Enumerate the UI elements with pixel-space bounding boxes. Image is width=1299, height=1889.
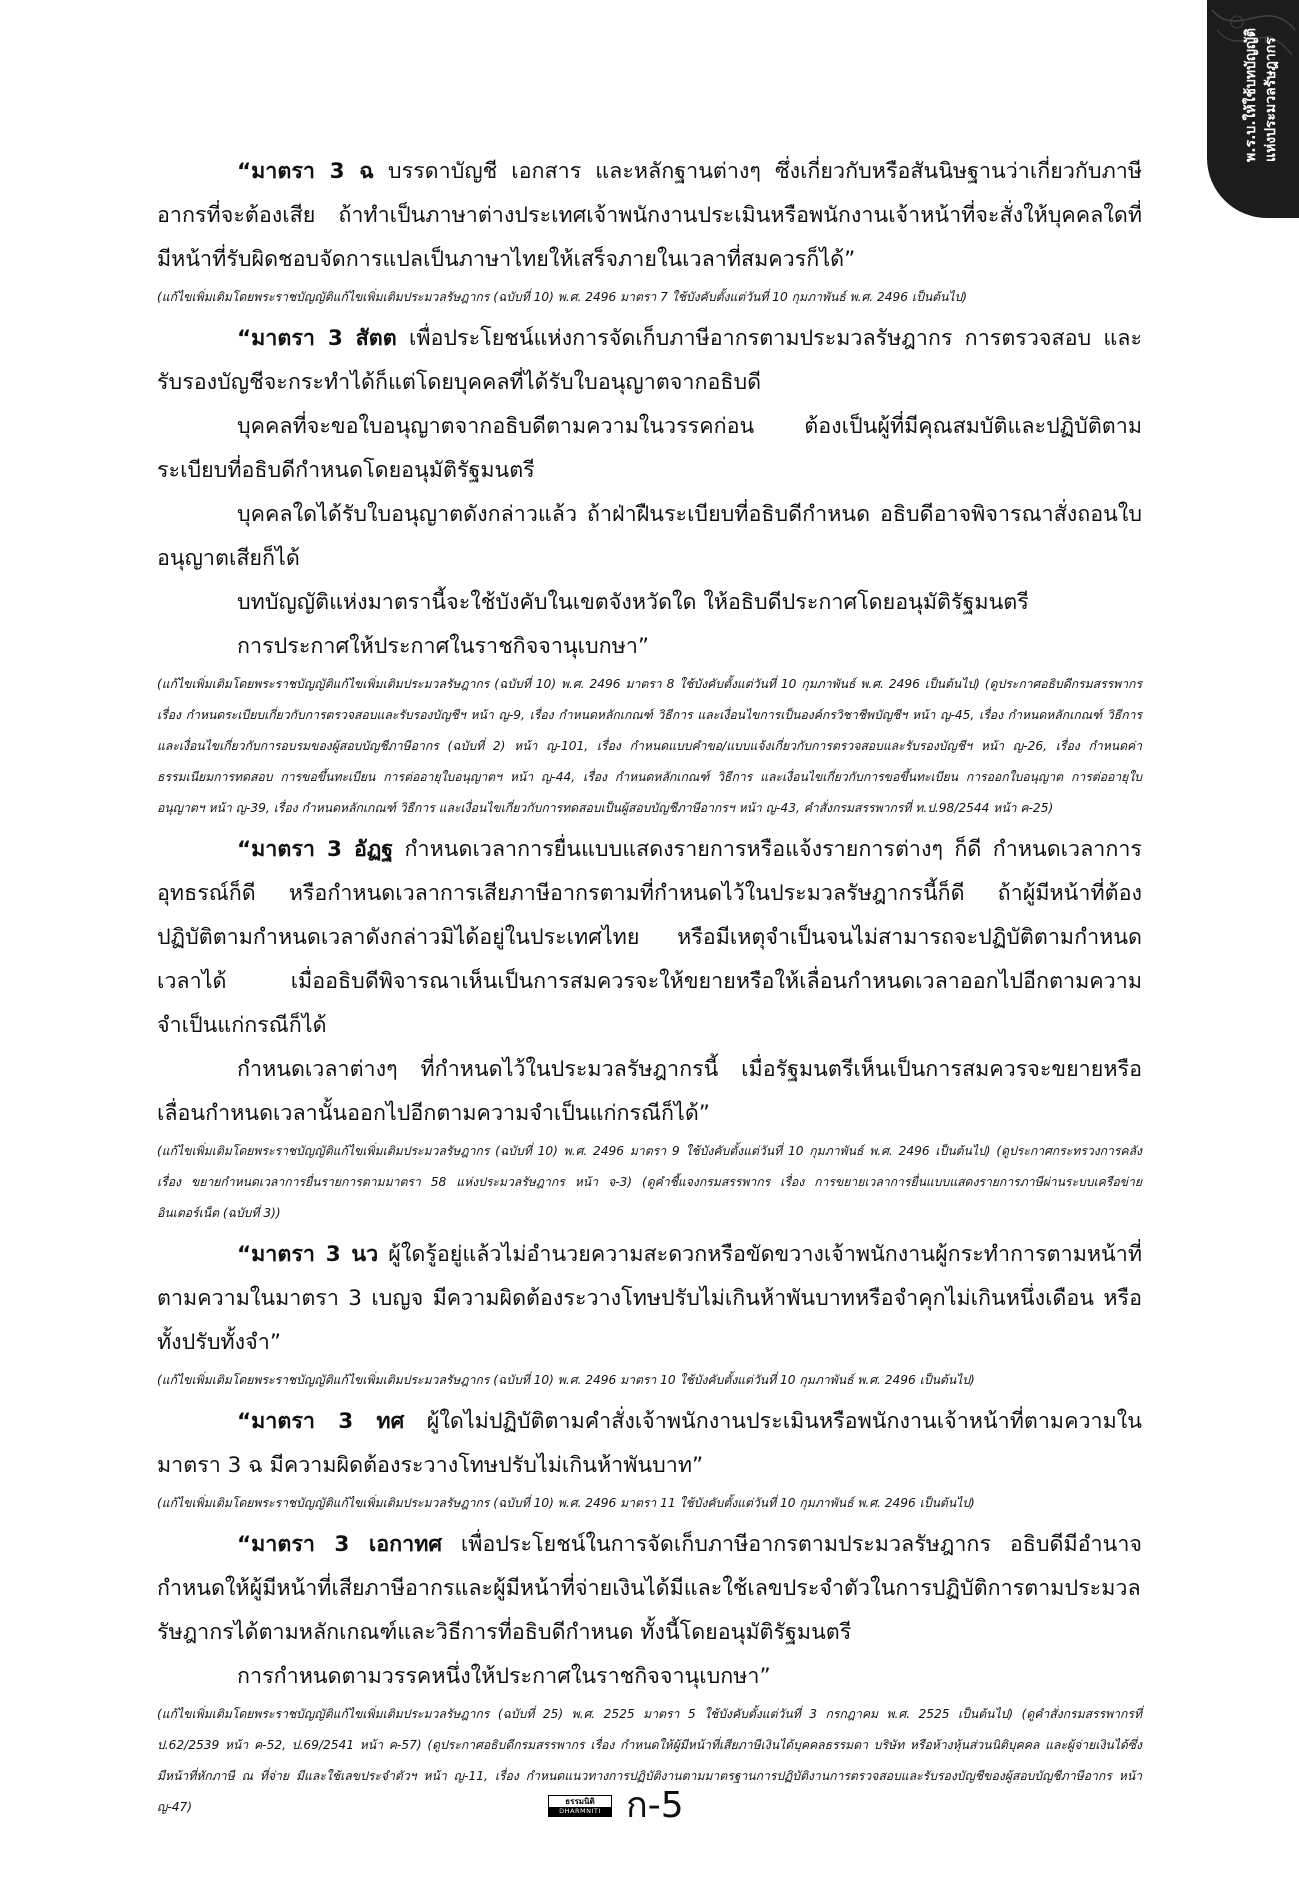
section-text: ผู้ใดรู้อยู่แล้วไม่อำนวยความสะดวกหรือขัดขวางเจ้าพนักงานผู้กระทำการตามหน้าที่ตามความในมาตรา 3 เบญจ มีความผิดต้องระวางโทษปรับไม่เกินห้าพันบาทหรือจำคุกไม่เกินหนึ่งเดือน หรือทั้งปรับทั้งจำ”	[157, 1242, 1142, 1355]
amendment-note: (แก้ไขเพิ่มเติมโดยพระราชบัญญัติแก้ไขเพิ่มเติมประมวลรัษฎากร (ฉบับที่ 10) พ.ศ. 2496 มาตรา 11 ใช้บังคับตั้งแต่วันที่ 10 กุมภาพันธ์ พ.ศ. 2496 เป็นต้นไป)	[157, 1496, 975, 1510]
section-title: “มาตรา 3 เอกาทศ	[237, 1532, 443, 1557]
section-text: เพื่อประโยชน์แห่งการจัดเก็บภาษีอากรตามประมวลรัษฎากร การตรวจสอบ และรับรองบัญชีจะกระทำได้ก็แต่โดยบุคคลที่ได้รับใบอนุญาตจากอธิบดี	[157, 326, 1142, 395]
section	[157, 828, 1142, 1229]
document-body	[157, 150, 1142, 1827]
section-paragraph	[157, 828, 1142, 1048]
section-subparagraph: การกำหนดตามวรรคหนึ่งให้ประกาศในราชกิจจานุเบกษา”	[237, 1664, 771, 1689]
section-text: ผู้ใดไม่ปฏิบัติตามคำสั่งเจ้าพนักงานประเมินหรือพนักงานเจ้าหน้าที่ตามความในมาตรา 3 ฉ มีความผิดต้องระวางโทษปรับไม่เกินห้าพันบาท”	[157, 1409, 1142, 1478]
section-text: บรรดาบัญชี เอกสาร และหลักฐานต่างๆ ซึ่งเกี่ยวกับหรือสันนิษฐานว่าเกี่ยวกับภาษีอากรที่จะต้องเสีย ถ้าทำเป็นภาษาต่างประเทศเจ้าพนักงานประเมินหรือพนักงานเจ้าหน้าที่จะสั่งให้บุคคลใดที่มีหน้าที่รับผิดชอบจัดการแปลเป็นภาษาไทยให้เสร็จภายในเวลาที่สมควรก็ได้”	[157, 159, 1142, 272]
section-title: “มาตรา 3 อัฏฐ	[237, 837, 394, 862]
chapter-tab	[1207, 0, 1299, 218]
section-subparagraph: กำหนดเวลาต่างๆ ที่กำหนดไว้ในประมวลรัษฎากรนี้ เมื่อรัฐมนตรีเห็นเป็นการสมควรจะขยายหรือเลื่อนกำหนดเวลานั้นออกไปอีกตามความจำเป็นแก่กรณีก็ได้”	[157, 1057, 1142, 1126]
section-title: “มาตรา 3 ฉ	[237, 159, 374, 184]
section-title: “มาตรา 3 สัตต	[237, 326, 397, 351]
chapter-tab-text	[1241, 28, 1281, 162]
publisher-logo-subtext: DHARMNITI	[549, 1807, 611, 1816]
amendment-note: (แก้ไขเพิ่มเติมโดยพระราชบัญญัติแก้ไขเพิ่มเติมประมวลรัษฎากร (ฉบับที่ 10) พ.ศ. 2496 มาตรา 9 ใช้บังคับตั้งแต่วันที่ 10 กุมภาพันธ์ พ.ศ. 2496 เป็นต้นไป) (ดูประกาศกระทรวงการคลัง เรื่อง ขยายกำหนดเวลาการยื่นรายการตามมาตรา 58 แห่งประมวลรัษฎากร หน้า จ-3) (ดูคำชี้แจงกรมสรรพากร เรื่อง การขยายเวลาการยื่นแบบแสดงรายการภาษีผ่านระบบเครือข่ายอินเตอร์เน็ต (ฉบับที่ 3))	[157, 1144, 1142, 1220]
chapter-tab-line2: แห่งประมวลรัษฎากร	[1263, 37, 1279, 162]
section-paragraph	[157, 1523, 1142, 1655]
section-subparagraph: บุคคลที่จะขอใบอนุญาตจากอธิบดีตามความในวรรคก่อน ต้องเป็นผู้ที่มีคุณสมบัติและปฏิบัติตามระเบียบที่อธิบดีกำหนดโดยอนุมัติรัฐมนตรี	[157, 414, 1142, 483]
section	[157, 1523, 1142, 1823]
section	[157, 1233, 1142, 1396]
amendment-note: (แก้ไขเพิ่มเติมโดยพระราชบัญญัติแก้ไขเพิ่มเติมประมวลรัษฎากร (ฉบับที่ 10) พ.ศ. 2496 มาตรา 8 ใช้บังคับตั้งแต่วันที่ 10 กุมภาพันธ์ พ.ศ. 2496 เป็นต้นไป) (ดูประกาศอธิบดีกรมสรรพากร เรื่อง กำหนดระเบียบเกี่ยวกับการตรวจสอบและรับรองบัญชีฯ หน้า ญ-9, เรื่อง กำหนดหลักเกณฑ์ วิธีการ และเงื่อนไขการเป็นองค์กรวิชาชีพบัญชีฯ หน้า ญ-45, เรื่อง กำหนดหลักเกณฑ์ วิธีการ และเงื่อนไขเกี่ยวกับการอบรมของผู้สอบบัญชีภาษีอากร (ฉบับที่ 2) หน้า ญ-101, เรื่อง กำหนดแบบคำขอ/แบบแจ้งเกี่ยวกับการตรวจสอบและรับรองบัญชีฯ หน้า ญ-26, เรื่อง กำหนดค่าธรรมเนียมการทดสอบ การขอขึ้นทะเบียน การต่ออายุใบอนุญาตฯ หน้า ญ-44, เรื่อง กำหนดหลักเกณฑ์ วิธีการ และเงื่อนไขเกี่ยวกับการขอขึ้นทะเบียน การออกใบอนุญาต การต่ออายุใบอนุญาตฯ หน้า ญ-39, เรื่อง กำหนดหลักเกณฑ์ วิธีการ และเงื่อนไขเกี่ยวกับการทดสอบเป็นผู้สอบบัญชีภาษีอากรฯ หน้า ญ-43, คำสั่งกรมสรรพากรที่ ท.ป.98/2544 หน้า ค-25)	[157, 677, 1143, 815]
section-subparagraph: การประกาศให้ประกาศในราชกิจจานุเบกษา”	[237, 634, 650, 659]
publisher-logo	[548, 1795, 612, 1817]
section-subparagraph: บทบัญญัติแห่งมาตรานี้จะใช้บังคับในเขตจังหวัดใด ให้อธิบดีประกาศโดยอนุมัติรัฐมนตรี	[237, 590, 1029, 615]
page-number: ก-5	[626, 1785, 684, 1826]
amendment-note: (แก้ไขเพิ่มเติมโดยพระราชบัญญัติแก้ไขเพิ่มเติมประมวลรัษฎากร (ฉบับที่ 10) พ.ศ. 2496 มาตรา 10 ใช้บังคับตั้งแต่วันที่ 10 กุมภาพันธ์ พ.ศ. 2496 เป็นต้นไป)	[157, 1373, 975, 1387]
section-paragraph	[157, 1400, 1142, 1488]
section-text: กำหนดเวลาการยื่นแบบแสดงรายการหรือแจ้งรายการต่างๆ ก็ดี กำหนดเวลาการอุทธรณ์ก็ดี หรือกำหนดเวลาการเสียภาษีอากรตามที่กำหนดไว้ในประมวลรัษฎากรนี้ก็ดี ถ้าผู้มีหน้าที่ต้องปฏิบัติตามกำหนดเวลาดังกล่าวมิได้อยู่ในประเทศไทย หรือมีเหตุจำเป็นจนไม่สามารถจะปฏิบัติตามกำหนดเวลาได้ เมื่ออธิบดีพิจารณาเห็นเป็นการสมควรจะให้ขยายหรือให้เลื่อนกำหนดเวลาออกไปอีกตามความจำเป็นแก่กรณีก็ได้	[157, 837, 1142, 1038]
section	[157, 317, 1142, 824]
section-text: เพื่อประโยชน์ในการจัดเก็บภาษีอากรตามประมวลรัษฎากร อธิบดีมีอำนาจกำหนดให้ผู้มีหน้าที่เสียภาษีอากรและผู้มีหน้าที่จ่ายเงินได้มีและใช้เลขประจำตัวในการปฏิบัติการตามประมวลรัษฎากรได้ตามหลักเกณฑ์และวิธีการที่อธิบดีกำหนด ทั้งนี้โดยอนุมัติรัฐมนตรี	[157, 1532, 1142, 1645]
section-paragraph	[157, 1233, 1142, 1365]
section-paragraph	[157, 150, 1142, 282]
section	[157, 1400, 1142, 1519]
section-title: “มาตรา 3 ทศ	[237, 1409, 405, 1434]
section-title: “มาตรา 3 นว	[237, 1242, 379, 1267]
amendment-note: (แก้ไขเพิ่มเติมโดยพระราชบัญญัติแก้ไขเพิ่มเติมประมวลรัษฎากร (ฉบับที่ 25) พ.ศ. 2525 มาตรา 5 ใช้บังคับตั้งแต่วันที่ 3 กรกฎาคม พ.ศ. 2525 เป็นต้นไป) (ดูคำสั่งกรมสรรพากรที่ ป.62/2539 หน้า ค-52, ป.69/2541 หน้า ค-57) (ดูประกาศอธิบดีกรมสรรพากร เรื่อง กำหนดให้ผู้มีหน้าที่เสียภาษีเงินได้บุคคลธรรมดา บริษัท หรือห้างหุ้นส่วนนิติบุคคล และผู้จ่ายเงินได้ซึ่งมีหน้าที่หักภาษี ณ ที่จ่าย มีและใช้เลขประจำตัวฯ หน้า ญ-11, เรื่อง กำหนดแนวทางการปฏิบัติงานตามมาตรฐานการปฏิบัติงานการตรวจสอบและรับรองบัญชีของผู้สอบบัญชีภาษีอากร หน้า ญ-47)	[157, 1707, 1142, 1814]
amendment-note: (แก้ไขเพิ่มเติมโดยพระราชบัญญัติแก้ไขเพิ่มเติมประมวลรัษฎากร (ฉบับที่ 10) พ.ศ. 2496 มาตรา 7 ใช้บังคับตั้งแต่วันที่ 10 กุมภาพันธ์ พ.ศ. 2496 เป็นต้นไป)	[157, 290, 968, 304]
publisher-logo-text: ธรรมนิติ	[565, 1797, 595, 1806]
section	[157, 150, 1142, 313]
chapter-tab-line1: พ.ร.บ.ให้ใช้บทบัญญัติ	[1243, 28, 1259, 162]
section-subparagraph: บุคคลใดได้รับใบอนุญาตดังกล่าวแล้ว ถ้าฝ่าฝืนระเบียบที่อธิบดีกำหนด อธิบดีอาจพิจารณาสั่งถอนใบอนุญาตเสียก็ได้	[157, 502, 1142, 571]
page-footer	[548, 1786, 684, 1826]
section-paragraph	[157, 317, 1142, 405]
